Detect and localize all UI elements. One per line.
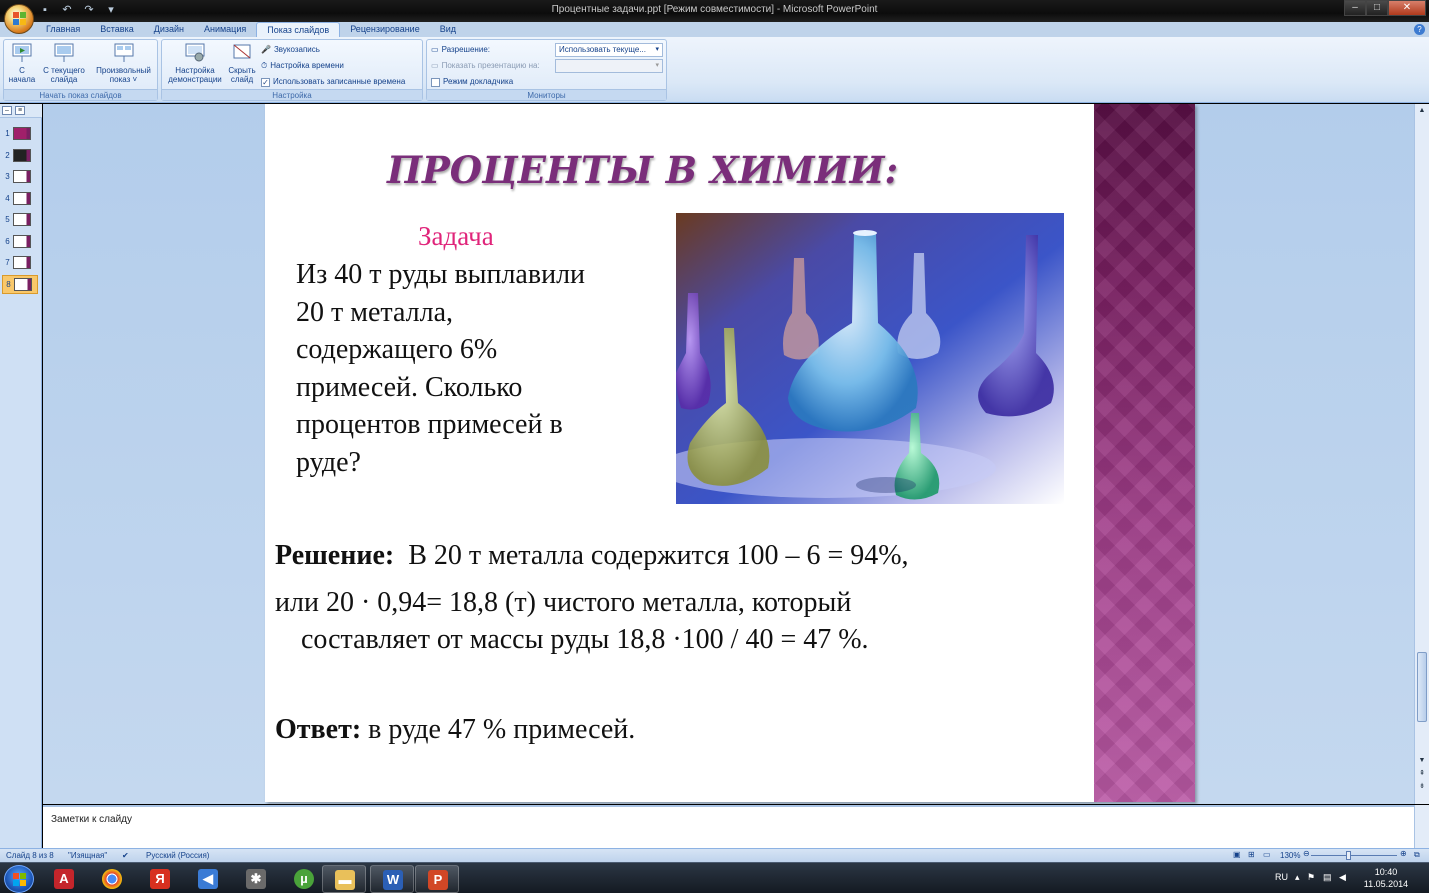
slide-thumbnail-preview <box>13 127 31 140</box>
setup-show-icon <box>184 42 206 64</box>
group-start-slideshow <box>3 39 158 101</box>
from-start-button[interactable]: С начала <box>7 42 37 84</box>
slide-canvas[interactable] <box>265 104 1195 802</box>
office-logo-icon <box>13 12 27 26</box>
thumbnails-header <box>0 104 42 118</box>
taskbar-powerpoint[interactable] <box>415 865 459 893</box>
zoom-level[interactable]: 130% <box>1280 851 1301 860</box>
redo-icon[interactable]: ↷ <box>84 4 94 16</box>
slide-thumbnails-panel <box>0 104 42 848</box>
start-button[interactable] <box>4 865 34 893</box>
status-bar <box>0 848 1429 862</box>
slide-thumbnail-preview <box>13 149 31 162</box>
taskbar-tool[interactable] <box>234 865 278 893</box>
slide-thumbnail[interactable] <box>2 253 38 272</box>
action-center-icon[interactable]: ⚑ <box>1307 872 1316 882</box>
group-setup <box>161 39 423 101</box>
word-icon: W <box>383 870 403 890</box>
monitor-icon: ▭ <box>431 45 439 54</box>
answer-line[interactable]: Ответ: в руде 47 % примесей. <box>275 714 636 745</box>
custom-show-button[interactable]: Произвольный показ ˅ <box>91 42 156 84</box>
slide-thumbnail-preview <box>13 170 31 183</box>
clock[interactable]: 10:40 11.05.2014 <box>1363 867 1409 889</box>
scroll-thumb[interactable] <box>1417 652 1427 722</box>
taskbar-word[interactable] <box>370 865 414 893</box>
office-button[interactable] <box>4 4 34 34</box>
solution-line-1[interactable]: Решение: В 20 т металла содержится 100 – 6 = 94%, <box>275 540 909 571</box>
show-on-label: ▭ Показать презентацию на: <box>431 59 540 73</box>
slide-thumbnail-number: 5 <box>5 215 10 224</box>
zoom-in-icon[interactable]: ⊕ <box>1400 849 1407 858</box>
answer-label: Ответ: <box>275 714 362 745</box>
input-language[interactable]: RU <box>1275 872 1288 882</box>
slide-thumbnail-number: 7 <box>5 258 10 267</box>
slide-thumbnail-preview <box>13 192 31 205</box>
slide-thumbnail-number: 4 <box>5 193 10 203</box>
slide-thumbnail-number: 1 <box>5 129 10 138</box>
undo-icon[interactable]: ↶ <box>62 4 72 16</box>
slideshow-view-icon[interactable]: ▭ <box>1263 850 1271 859</box>
hide-slide-button[interactable]: Скрыть слайд <box>226 42 258 84</box>
custom-show-icon <box>113 42 135 64</box>
slide-sorter-icon[interactable]: ⊞ <box>1248 850 1255 859</box>
group-label-monitors: Мониторы <box>427 89 666 100</box>
slide-counter: Слайд 8 из 8 <box>6 851 54 860</box>
volume-icon[interactable]: ◀ <box>1339 872 1346 882</box>
tab-slide-show[interactable]: Показ слайдов <box>256 22 340 37</box>
fit-to-window-icon[interactable]: ⧉ <box>1414 850 1420 859</box>
tab-animation[interactable]: Анимация <box>203 24 247 34</box>
notes-placeholder: Заметки к слайду <box>51 814 132 825</box>
use-timings-checkbox[interactable]: ✓ Использовать записанные времена <box>262 77 406 87</box>
powerpoint-icon: P <box>428 870 448 890</box>
taskbar-yandex[interactable] <box>138 865 182 893</box>
slide-thumbnail-number: 3 <box>5 172 10 181</box>
language-indicator[interactable]: Русский (Россия) <box>146 851 210 860</box>
slide-thumbnail-preview <box>13 235 31 248</box>
microphone-icon: 🎤 <box>261 45 271 54</box>
speaker-icon: ◀ <box>198 869 218 889</box>
slide-thumbnail[interactable] <box>2 189 38 208</box>
setup-show-button[interactable]: Настройка демонстрации <box>165 42 225 84</box>
rehearse-timings-button[interactable]: ⏱ Настройка времени <box>261 59 344 73</box>
qat-customize-icon[interactable]: ▾ <box>108 4 114 16</box>
previous-slide-icon[interactable]: ⇞ <box>1419 770 1425 777</box>
zoom-slider[interactable] <box>1311 853 1397 858</box>
taskbar-chrome[interactable] <box>90 865 134 893</box>
vertical-scrollbar[interactable] <box>1414 104 1429 804</box>
hide-slide-icon <box>231 42 253 64</box>
solution-line-2[interactable]: или 20 · 0,94= 18,8 (т) чистого металла, который <box>275 587 852 618</box>
chrome-icon <box>102 869 122 889</box>
monitor-icon: ▭ <box>431 61 439 70</box>
spellcheck-icon[interactable]: ✔ <box>122 851 129 860</box>
slide-thumbnail-number: 6 <box>5 236 10 246</box>
help-icon[interactable]: ? <box>1414 24 1425 35</box>
tray-expand-icon[interactable]: ▴ <box>1295 872 1300 882</box>
tab-review[interactable]: Рецензирование <box>350 24 420 34</box>
windows-taskbar <box>0 862 1429 893</box>
show-on-select[interactable] <box>555 59 663 73</box>
window-title: Процентные задачи.ppt [Режим совместимости] - Microsoft PowerPoint <box>551 4 878 15</box>
slideshow-start-icon <box>11 42 33 64</box>
network-icon[interactable]: ▤ <box>1323 872 1332 882</box>
chemistry-flasks-image[interactable] <box>676 213 1064 504</box>
slide-thumbnail-preview <box>14 278 32 291</box>
slide-thumbnail-preview <box>13 256 31 269</box>
zoom-out-icon[interactable]: ⊖ <box>1303 849 1310 858</box>
close-button[interactable]: ✕ <box>1388 0 1426 16</box>
taskbar-media-player[interactable] <box>186 865 230 893</box>
clock-icon: ⏱ <box>261 61 268 70</box>
normal-view-icon[interactable]: ▣ <box>1233 850 1241 859</box>
taskbar-reader-app[interactable] <box>42 865 86 893</box>
resolution-label: ▭ Разрешение: <box>431 43 490 57</box>
slideshow-current-icon <box>53 42 75 64</box>
from-current-slide-button[interactable]: С текущего слайда <box>39 42 89 84</box>
task-heading[interactable]: Задача <box>418 221 494 251</box>
outline-tab-icon[interactable]: – <box>2 106 12 115</box>
tab-design[interactable]: Дизайн <box>153 24 184 34</box>
notes-scrollbar[interactable] <box>1414 805 1429 848</box>
slide-title[interactable]: ПРОЦЕНТЫ В ХИМИИ: <box>387 148 899 192</box>
slide-thumbnail-number: 2 <box>5 150 10 160</box>
solution-line-3[interactable]: составляет от массы руды 18,8 ·100 / 40 = 47 %. <box>301 624 869 655</box>
presenter-view-checkbox[interactable]: Режим докладчика <box>431 75 513 89</box>
record-narration-button[interactable]: 🎤 Звукозапись <box>261 43 320 57</box>
notes-pane[interactable] <box>43 805 1414 848</box>
group-label-start: Начать показ слайдов <box>4 89 157 100</box>
presenter-view-check-icon <box>431 78 440 87</box>
slides-tab-icon[interactable]: ≡ <box>15 106 25 115</box>
slide-thumbnail[interactable] <box>2 124 38 143</box>
tool-icon: ✱ <box>246 869 266 889</box>
acrobat-icon: A <box>54 869 74 889</box>
ribbon-tabs <box>0 22 1429 37</box>
resolution-select[interactable]: Использовать текуще... ▾ <box>555 43 663 57</box>
windows-logo-icon <box>13 873 27 887</box>
slide-thumbnail[interactable] <box>2 232 38 251</box>
scroll-down-icon[interactable]: ▼ <box>1418 757 1426 764</box>
zoom-slider-knob[interactable] <box>1346 851 1351 860</box>
slide-thumbnail[interactable] <box>2 146 38 165</box>
yandex-icon: Я <box>150 869 170 889</box>
solution-label: Решение: <box>275 540 395 571</box>
minimize-button[interactable]: – <box>1344 0 1366 16</box>
utorrent-icon: µ <box>294 869 314 889</box>
decorative-band <box>1094 104 1195 802</box>
tab-insert[interactable]: Вставка <box>100 24 134 34</box>
slide-thumbnail[interactable] <box>2 275 38 294</box>
slide-thumbnail-number: 8 <box>6 279 11 289</box>
window-controls <box>1344 0 1426 16</box>
use-timings-check-icon: ✓ <box>262 77 269 87</box>
title-bar <box>0 0 1429 22</box>
slide-thumbnail-preview <box>13 213 31 226</box>
tab-home[interactable]: Главная <box>46 24 81 34</box>
tab-view[interactable]: Вид <box>439 24 456 34</box>
theme-name: "Изящная" <box>68 851 108 860</box>
folder-icon: ▬ <box>335 870 355 890</box>
group-monitors <box>426 39 667 101</box>
scroll-up-icon[interactable]: ▲ <box>1418 107 1426 114</box>
slide-thumbnail[interactable] <box>2 167 38 186</box>
next-slide-icon[interactable]: ⇟ <box>1419 783 1425 790</box>
taskbar-utorrent[interactable] <box>282 865 326 893</box>
problem-text[interactable]: Из 40 т руды выплавили 20 т металла, содержащего 6% примесей. Сколько процентов примесей в руде? <box>296 259 586 478</box>
group-label-setup: Настройка <box>162 89 422 100</box>
taskbar-explorer[interactable] <box>322 865 366 893</box>
ribbon <box>0 37 1429 103</box>
slide-thumbnail[interactable] <box>2 210 38 229</box>
save-icon[interactable]: ▪ <box>43 4 47 16</box>
maximize-button[interactable]: □ <box>1366 0 1388 16</box>
